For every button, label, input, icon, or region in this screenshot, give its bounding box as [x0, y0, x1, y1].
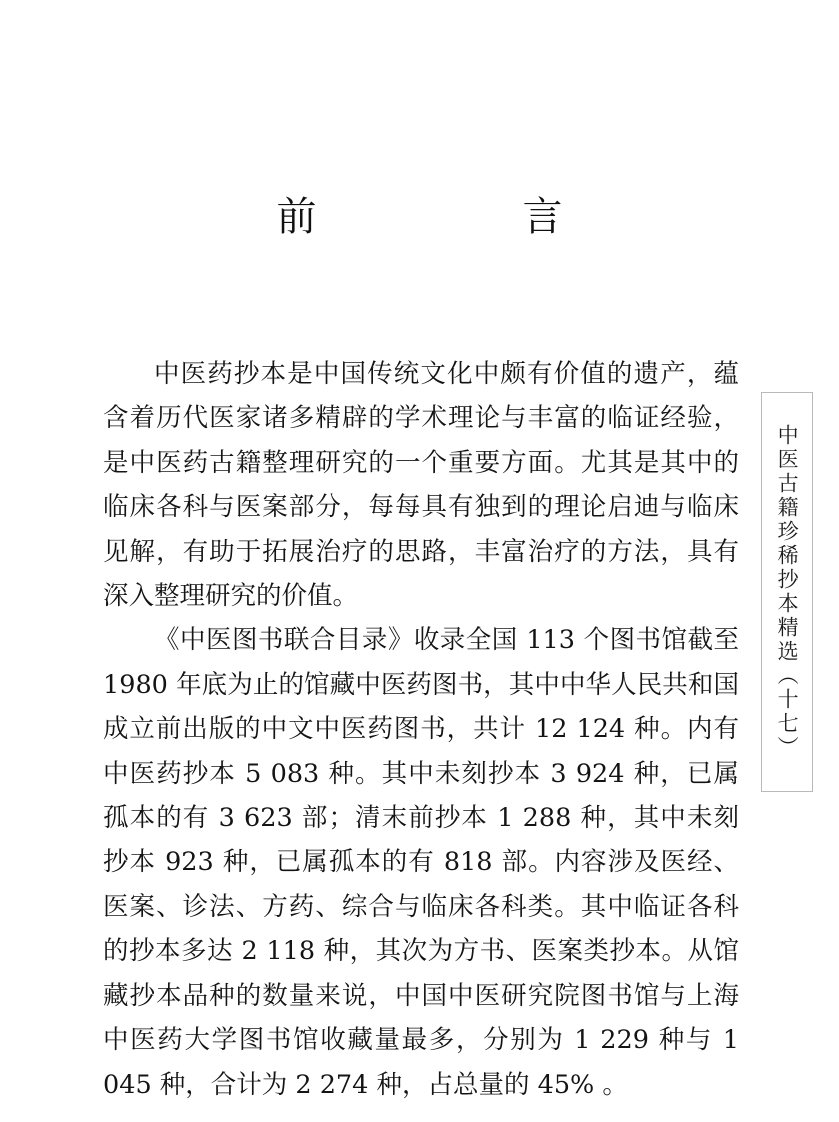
paragraph: 《中医图书联合目录》收录全国 113 个图书馆截至 1980 年底为止的馆藏中医药图书，其中中华人民共和国成立前出版的中文中医药图书，共计 12 124 种。内有中医药抄本 5 083 种。其中未刻抄本 3 924 种，已属孤本的有 3 623 部；清末前抄本 1 288 种，其中未刻抄本 923 种，已属孤本的有 818 部。内容涉及医经、医案、诊法、方药、综合与临床各科类。其中临证各科的抄本多达 2 118 种，其次为方书、医案类抄本。从馆藏抄本品种的数量来说，中国中医研究院图书馆与上海中医药大学图书馆收藏量最多，分别为 1 229 种与 1 045 种，合计为 2 274 种，占总量的 45% 。: [103, 625, 739, 1100]
side-label-text: 中医古籍珍稀抄本精选（十七）: [775, 424, 800, 760]
page-title: 前 言: [276, 194, 605, 240]
paragraph: 中医药抄本是中国传统文化中颇有价值的遗产，蕴含着历代医家诸多精辟的学术理论与丰富的临证经验，是中医药古籍整理研究的一个重要方面。尤其是其中的临床各科与医案部分，每每具有独到的理论启迪与临床见解，有助于拓展治疗的思路，丰富治疗的方法，具有深入整理研究的价值。: [103, 359, 739, 612]
body-text: [103, 352, 739, 1107]
side-label-box: [761, 392, 813, 792]
